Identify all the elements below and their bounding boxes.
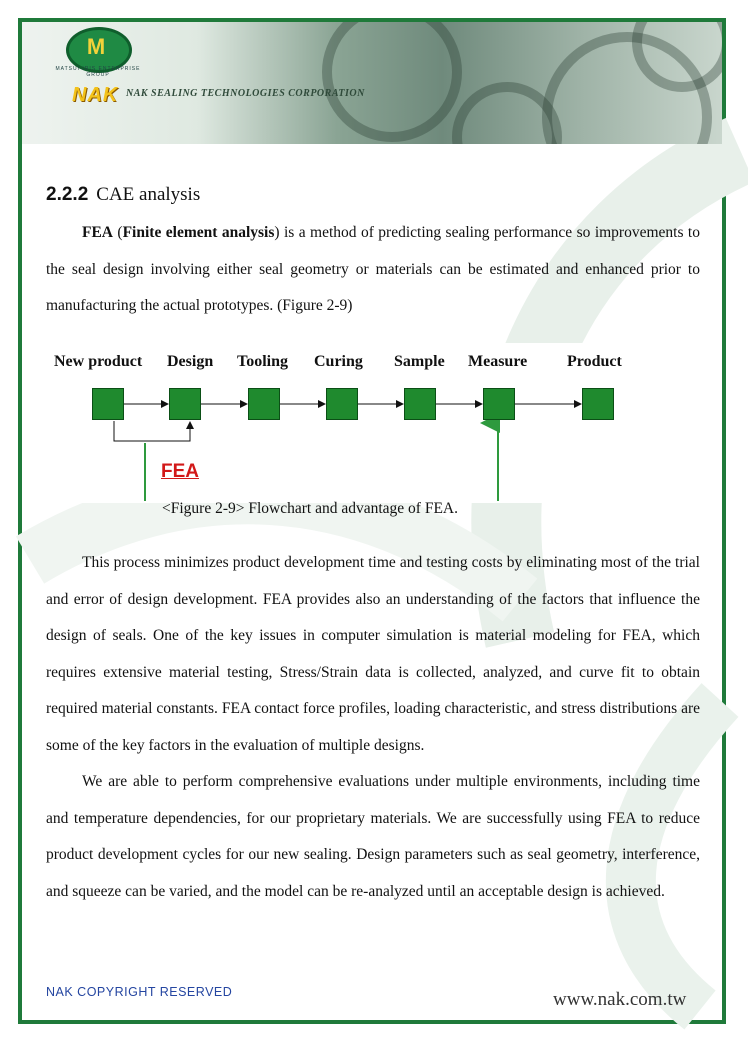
step-box-curing [326,388,358,420]
step-box-new-product [92,388,124,420]
step-label-measure: Measure [468,353,528,370]
step-label-design: Design [167,353,214,370]
step-box-product [582,388,614,420]
body-paragraph-2: We are able to perform comprehensive evaluations under multiple environments, including time and temperature dependencies, for our proprietary materials. We are successfully using FEA to reduce product development cycles for our new sealing. Design parameters such as seal geometry, interference, and squeeze can be varied, and the model can be re-analyzed until an acceptable design is achieved. [46,773,700,900]
step-label-tooling: Tooling [237,353,288,370]
copyright-notice: NAK COPYRIGHT RESERVED [46,985,233,999]
step-box-tooling [248,388,280,420]
logo-group-text: MATSUI IRIS ENTERPRISE GROUP [55,66,141,78]
intro-term: FEA [82,224,113,241]
intro-paragraph [46,215,700,325]
step-label-product: Product [567,353,622,370]
flowchart-figure [46,343,700,503]
intro-open-paren: ( [113,224,123,241]
body-paragraph-1: This process minimizes product development time and testing costs by eliminating most of the trial and error of design development. FEA provides also an understanding of the factors that influence the design of seals. One of the key issues in computer simulation is material modeling for FEA, which requires extensive material testing, Stress/Strain data is collected, analyzed, and curve fit to obtain required material constants. FEA contact force profiles, loading characteristic, and stress distributions are some of the key factors in the evaluation of multiple designs. [46,554,700,754]
intro-term-expanded: Finite element analysis [122,224,275,241]
fea-label: FEA [161,461,199,482]
step-label-new-product: New product [54,353,143,370]
section-number: 2.2.2 [46,184,89,205]
step-box-design [169,388,201,420]
brand-logo: NAK [72,84,119,106]
logo-mark: M [86,34,106,59]
body-text [46,545,700,910]
step-box-measure [483,388,515,420]
section-title-text: CAE analysis [96,184,201,205]
step-label-sample: Sample [394,353,445,370]
step-box-sample [404,388,436,420]
website-url: www.nak.com.tw [553,989,687,1010]
section-title [46,184,200,206]
feedback-loop-arrow [114,421,190,441]
intro-text: ) is a method of predicting sealing performance so improvements to the seal design involving either seal geometry or materials can be estimated and enhanced prior to manufacturing the actual prototypes. (Figure 2-9) [46,224,700,314]
step-label-curing: Curing [314,353,363,370]
figure-caption: <Figure 2-9> Flowchart and advantage of FEA. [162,500,458,517]
corporation-name: NAK SEALING TECHNOLOGIES CORPORATION [126,88,365,99]
